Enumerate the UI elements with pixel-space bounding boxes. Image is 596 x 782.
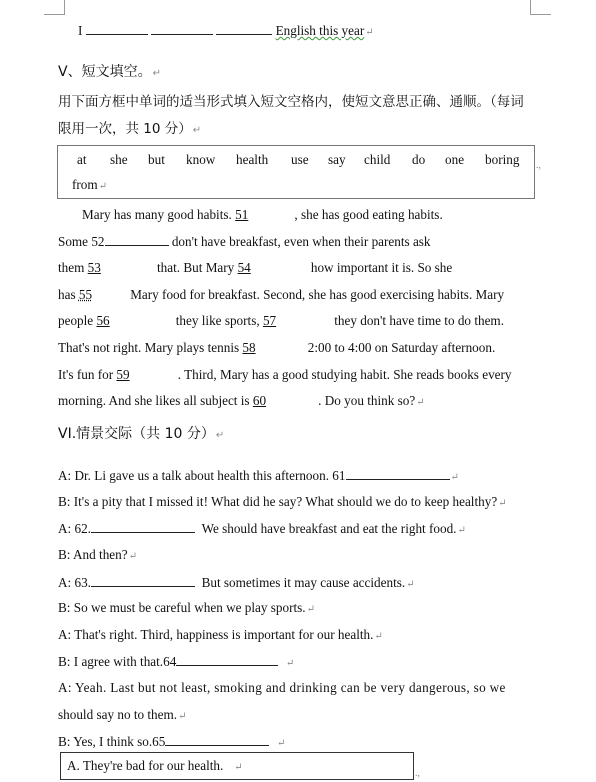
dialog-line: B: I agree with that.64 ↵ xyxy=(58,654,295,669)
word-box-item: use xyxy=(291,152,309,167)
blank xyxy=(216,22,272,35)
blank xyxy=(346,467,450,480)
passage-line: Some 52 don't have breakfast, even when their parents ask xyxy=(58,234,431,249)
section-6-title: VI.情景交际（共 10 分）↵ xyxy=(58,426,225,442)
top-sentence: I English this year↵ xyxy=(78,23,374,38)
blank xyxy=(91,574,195,587)
section-5-instruction-2: 限用一次，共 10 分）↵ xyxy=(58,121,202,137)
passage-line: That's not right. Mary plays tennis 58 2:00 to 4:00 on Saturday afternoon. xyxy=(58,340,496,355)
word-box-item: but xyxy=(148,152,165,167)
word-box-item: health xyxy=(236,152,269,167)
page-corner-top-right xyxy=(530,0,551,15)
passage-line: has 55 Mary food for breakfast. Second, she has good exercising habits. Mary xyxy=(58,287,505,302)
dialog-line: B: So we must be careful when we play sports.↵ xyxy=(58,600,315,615)
blank xyxy=(86,22,148,35)
word-box-item: at xyxy=(77,152,87,167)
dialog-line: B: Yes, I think so.65 ↵ xyxy=(58,734,286,749)
word-box-item: boring xyxy=(485,152,520,167)
word-box-item: do xyxy=(412,152,426,167)
section-5-instruction: 用下面方框中单词的适当形式填入短文空格内，使短文意思正确、通顺。（每词 xyxy=(58,94,524,110)
dialog-line: B: And then?↵ xyxy=(58,547,137,562)
word-box-item: one xyxy=(445,152,465,167)
word-box-item: know xyxy=(186,152,216,167)
word-box xyxy=(57,145,535,199)
blank xyxy=(105,233,169,246)
section-5-title: V、短文填空。↵ xyxy=(58,64,161,80)
word-box-item: from↵ xyxy=(72,177,108,192)
blank xyxy=(151,22,213,35)
dialog-line: A: That's right. Third, happiness is important for our health.↵ xyxy=(58,627,383,642)
passage-line: them 53 that. But Mary 54 how important it is. So she xyxy=(58,260,453,275)
dialog-line: A: Yeah. Last but not least, smoking and drinking can be very dangerous, so we xyxy=(58,680,506,695)
dialog-line: should say no to them.↵ xyxy=(58,707,187,722)
passage-line: Mary has many good habits. 51 , she has good eating habits. xyxy=(82,207,443,222)
passage-line: people 56 they like sports, 57 they don't have time to do them. xyxy=(58,313,504,328)
option-a: A. They're bad for our health. ↵ xyxy=(67,758,243,773)
blank xyxy=(91,520,195,533)
dialog-line: A: 63. But sometimes it may cause accidents.↵ xyxy=(58,575,415,590)
dialog-line: A: 62. We should have breakfast and eat the right food.↵ xyxy=(58,521,466,536)
word-box-end-mark: ., xyxy=(536,160,541,171)
blank xyxy=(165,733,269,746)
page-corner-top-left xyxy=(44,0,65,15)
dialog-line: B: It's a pity that I missed it! What did he say? What should we do to keep healthy?↵ xyxy=(58,494,507,509)
word-box-item: she xyxy=(110,152,128,167)
word-box-item: say xyxy=(328,152,346,167)
option-box xyxy=(60,752,414,780)
passage-line: It's fun for 59 . Third, Mary has a good studying habit. She reads books every xyxy=(58,367,512,382)
word-box-item: child xyxy=(364,152,391,167)
option-box-end-mark: ., xyxy=(415,768,420,779)
blank xyxy=(176,653,278,666)
dialog-line: A: Dr. Li gave us a talk about health this afternoon. 61 ↵ xyxy=(58,468,459,483)
passage-line: morning. And she likes all subject is 60 . Do you think so?↵ xyxy=(58,393,425,408)
